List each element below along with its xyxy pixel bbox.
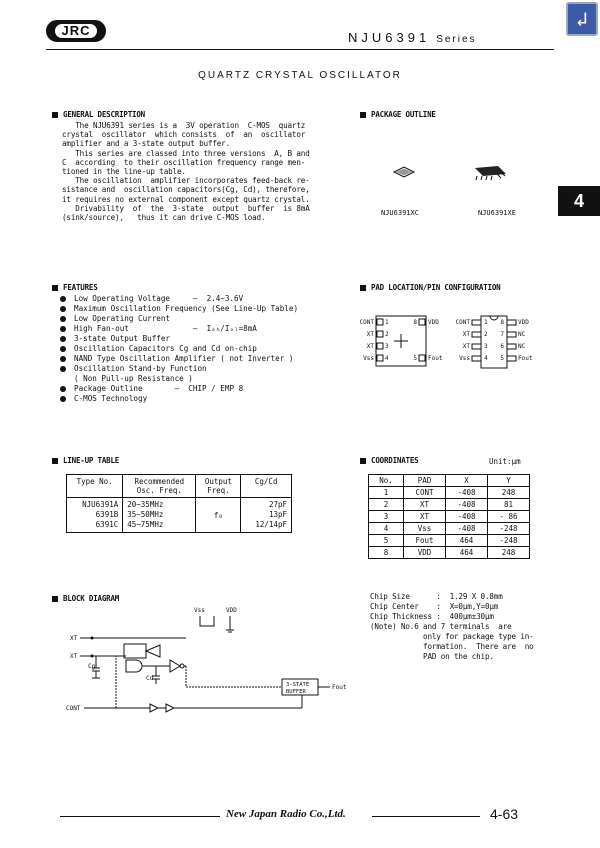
ic-pin-number: 8 — [500, 319, 504, 326]
return-arrow-icon[interactable]: ↲ — [566, 2, 598, 36]
chip-pad-number: 2 — [385, 331, 389, 338]
table-row — [67, 498, 292, 533]
ic-pin-label: VDD — [518, 319, 529, 326]
cd-label: Cd — [146, 675, 154, 682]
ic-pin-label: Vss — [459, 355, 470, 362]
coord-cell: 248 — [487, 487, 529, 499]
block-diagram — [66, 604, 366, 714]
package-heading: PACKAGE OUTLINE — [360, 110, 436, 119]
fout-label: Fout — [332, 684, 347, 691]
chip-pad-label: XT — [366, 331, 374, 338]
feature-item: High Fan-out — Iₒₕ/Iₒₗ=8mA — [56, 324, 356, 334]
ic-pin-label: XT — [462, 343, 470, 350]
features-list — [56, 294, 356, 404]
footer-rule-left — [60, 816, 220, 817]
lineup-col-type: Type No. — [67, 475, 123, 498]
ic-pin-label: XT — [462, 331, 470, 338]
coordinates-unit: Unit:μm — [489, 457, 521, 466]
coord-cell: 1 — [369, 487, 404, 499]
chip-notes: Chip Size : 1.29 X 0.8mm Chip Center : X=0μm,Y=0μm Chip Thickness : 400μm±30μm (Note) No.6 and 7 terminals are only for package type in- formation. There are no PAD on the chip. — [370, 592, 534, 661]
lineup-col-cgcd: Cg/Cd — [241, 475, 292, 498]
chip-pad — [377, 331, 383, 337]
feature-item: NAND Type Oscillation Amplifier ( not Inverter ) — [56, 354, 356, 364]
table-row — [369, 487, 530, 499]
cont-label: CONT — [66, 705, 81, 712]
coords-header-row — [369, 475, 530, 487]
package-drawings — [380, 160, 520, 190]
ic-pin-number: 3 — [484, 343, 488, 350]
ic-pin-number: 6 — [500, 343, 504, 350]
ic-pin-number: 5 — [500, 355, 504, 362]
emp8-pin-drawing — [456, 316, 533, 368]
ic-pin — [472, 320, 481, 325]
emp8-package-icon — [475, 166, 506, 180]
table-row — [369, 499, 530, 511]
chip-pad-label: Vss — [363, 355, 374, 362]
page-number: 4-63 — [490, 806, 519, 822]
chip-pad-label: XT — [366, 343, 374, 350]
jrc-logo — [46, 20, 106, 42]
pad-location-heading: PAD LOCATION/PIN CONFIGURATION — [360, 283, 500, 292]
coord-cell: 4 — [369, 523, 404, 535]
coords-col-y: Y — [487, 475, 529, 487]
lineup-header-row — [67, 475, 292, 498]
part-series — [348, 30, 477, 46]
chip-pad-number: 8 — [413, 319, 417, 326]
coord-cell: -408 — [445, 499, 487, 511]
freq-b: 35~50MHz — [127, 510, 164, 519]
feature-item: Low Operating Voltage — 2.4~3.6V — [56, 294, 356, 304]
features-heading: FEATURES — [52, 283, 98, 292]
ic-pin — [507, 356, 516, 361]
coords-col-x: X — [445, 475, 487, 487]
chip-pad — [377, 319, 383, 325]
ic-pin — [472, 356, 481, 361]
output-freq: f₀ — [196, 498, 241, 533]
chip-pad — [419, 319, 425, 325]
feature-item: Maximum Oscillation Frequency (See Line-Up Table) — [56, 304, 356, 314]
coord-cell: -408 — [445, 487, 487, 499]
ic-pin-label: NC — [518, 343, 526, 350]
coord-cell: -408 — [445, 511, 487, 523]
footer-rule-right — [372, 816, 480, 817]
coord-cell: 3 — [369, 511, 404, 523]
feature-item: Oscillation Capacitors Cg and Cd on-chip — [56, 344, 356, 354]
vdd-label: VDD — [226, 607, 237, 614]
type-b: 6391B — [95, 510, 119, 519]
xtb-label: XT — [70, 653, 78, 660]
type-a: NJU6391A — [82, 500, 119, 509]
coord-cell: CONT — [403, 487, 445, 499]
chip-pad — [419, 355, 425, 361]
chip-pad-label: Fout — [428, 355, 443, 362]
logo-text: JRC — [55, 24, 96, 38]
general-text: The NJU6391 series is a 3V operation C-MOS quartz crystal oscillator which consists of an oscillator amplifier and a 3-state output buffer. This series are classed into three versions A, B and C according to their oscillation frequency range men- tioned in the line-up table. The oscillation amplifier incorporates feed-back re- sistance and oscillation capacitors(Cg, Cd), therefore, it requires no external component except quartz crystal. Drivability of the 3-state output buffer is 8mA (sink/source), thus it can drive C-MOS load. — [62, 121, 310, 223]
ic-pin-label: CONT — [455, 319, 470, 326]
table-row — [369, 535, 530, 547]
cap-b: 13pF — [268, 510, 287, 519]
coord-cell: 8 — [369, 547, 404, 559]
coord-cell: 81 — [487, 499, 529, 511]
document-title: QUARTZ CRYSTAL OSCILLATOR — [198, 70, 402, 81]
ic-pin — [472, 344, 481, 349]
cap-c: 12/14pF — [255, 520, 287, 529]
ic-pin — [507, 344, 516, 349]
company-name: New Japan Radio Co.,Ltd. — [226, 808, 346, 820]
coords-col-no: No. — [369, 475, 404, 487]
ic-pin-number: 4 — [484, 355, 488, 362]
part-number: NJU6391 — [348, 30, 431, 45]
coord-cell: XT — [403, 499, 445, 511]
freq-a: 20~35MHz — [127, 500, 164, 509]
feature-item: Oscillation Stand-by Function — [56, 364, 356, 374]
table-row — [369, 547, 530, 559]
ic-pin-label: NC — [518, 331, 526, 338]
ic-pin-number: 7 — [500, 331, 504, 338]
buffer-label-1: 3-STATE — [286, 682, 310, 688]
chip-package-icon — [394, 167, 414, 177]
chip-pad — [377, 343, 383, 349]
coord-cell: Fout — [403, 535, 445, 547]
ic-pin-number: 1 — [484, 319, 488, 326]
chip-pad-number: 5 — [413, 355, 417, 362]
lineup-heading: LINE-UP TABLE — [52, 456, 119, 465]
series-label: Series — [436, 34, 477, 45]
ic-pin-label: Fout — [518, 355, 533, 362]
ic-pin — [472, 332, 481, 337]
coord-cell: -408 — [445, 523, 487, 535]
freq-c: 45~75MHz — [127, 520, 164, 529]
ic-pin-number: 2 — [484, 331, 488, 338]
lineup-col-freq: Recommended Osc. Freq. — [123, 475, 196, 498]
coord-cell: XT — [403, 511, 445, 523]
coordinates-heading: COORDINATES — [360, 456, 418, 465]
lineup-col-output: Output Freq. — [196, 475, 241, 498]
ic-pin — [507, 332, 516, 337]
block-diagram-heading: BLOCK DIAGRAM — [52, 594, 119, 603]
section-tab[interactable]: 4 — [558, 186, 600, 216]
feature-item: C-MOS Technology — [56, 394, 356, 404]
coord-cell: - 86 — [487, 511, 529, 523]
table-row — [369, 511, 530, 523]
chip-pad-number: 4 — [385, 355, 389, 362]
lineup-table — [66, 474, 292, 533]
coord-cell: -248 — [487, 535, 529, 547]
coord-cell: Vss — [403, 523, 445, 535]
feature-item: Package Outline — CHIP / EMP 8 — [56, 384, 356, 394]
chip-pad-number: 3 — [385, 343, 389, 350]
header-rule — [46, 49, 554, 50]
ic-pin — [507, 320, 516, 325]
type-c: 6391C — [95, 520, 119, 529]
feature-item: 3-state Output Buffer — [56, 334, 356, 344]
table-row — [369, 523, 530, 535]
emp-package-label: NJU6391XE — [478, 209, 516, 217]
xt-label: XT — [70, 635, 78, 642]
buffer-label-2: BUFFER — [286, 689, 306, 695]
cg-label: Cg — [88, 663, 96, 670]
chip-pad-label: VDD — [428, 319, 439, 326]
feature-item: ( Non Pull-up Resistance ) — [74, 374, 193, 383]
chip-pad — [377, 355, 383, 361]
chip-package-label: NJU6391XC — [381, 209, 419, 217]
coord-cell: 464 — [445, 535, 487, 547]
coords-col-pad: PAD — [403, 475, 445, 487]
coord-cell: 2 — [369, 499, 404, 511]
coord-cell: -248 — [487, 523, 529, 535]
chip-pad-number: 1 — [385, 319, 389, 326]
pad-location-diagram — [350, 312, 550, 374]
chip-pad-label: CONT — [359, 319, 374, 326]
coordinates-table — [368, 474, 530, 559]
feature-item: Low Operating Current — [56, 314, 356, 324]
cap-a: 27pF — [268, 500, 287, 509]
general-heading: GENERAL DESCRIPTION — [52, 110, 145, 119]
coord-cell: 248 — [487, 547, 529, 559]
coord-cell: VDD — [403, 547, 445, 559]
coord-cell: 5 — [369, 535, 404, 547]
coord-cell: 464 — [445, 547, 487, 559]
vss-label: Vss — [194, 607, 205, 614]
chip-pad-drawing — [360, 316, 443, 366]
